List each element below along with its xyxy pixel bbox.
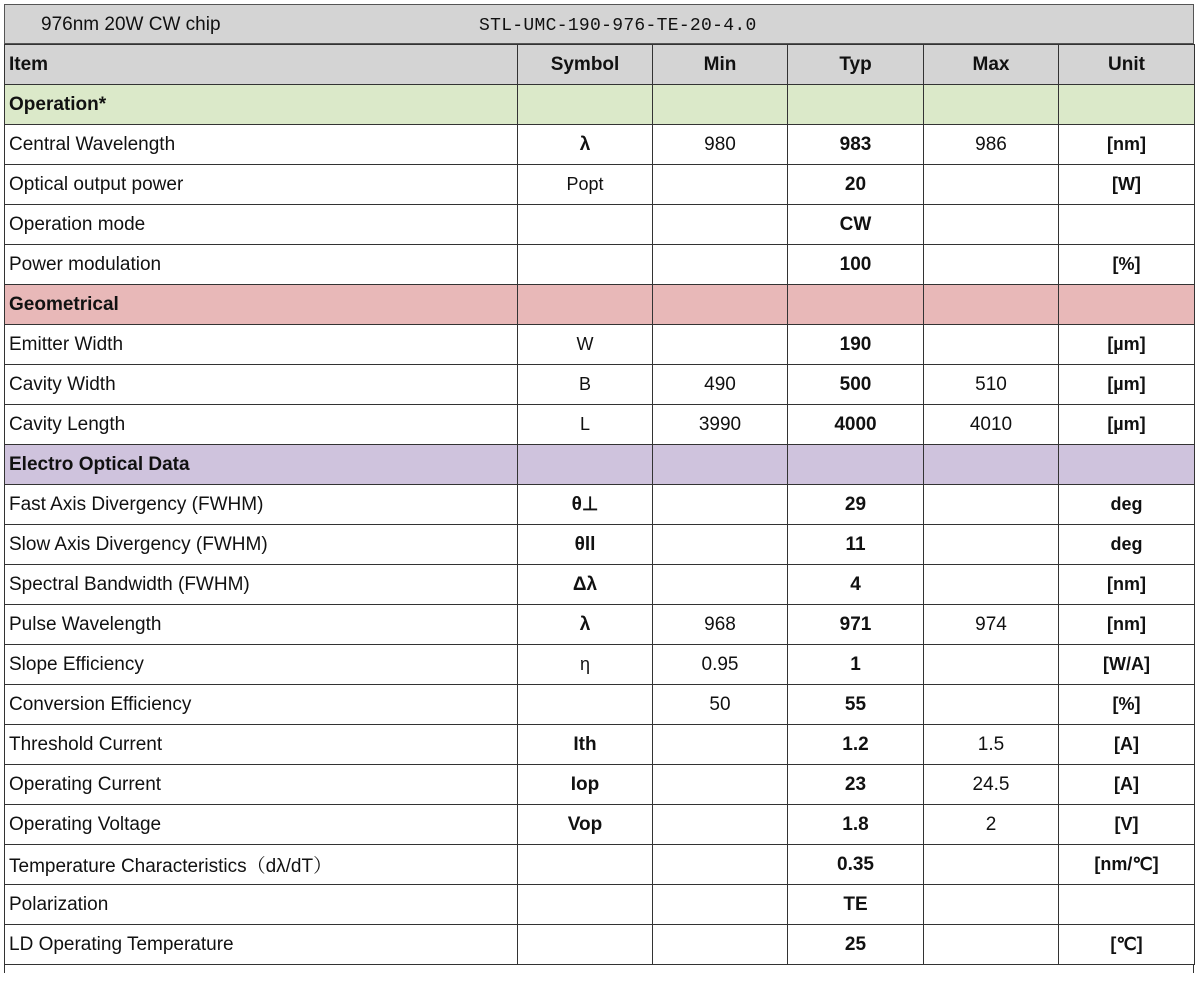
row-typ: TE <box>788 885 924 925</box>
header-unit: Unit <box>1059 45 1195 85</box>
header-row <box>5 45 1195 85</box>
row-symbol: Iop <box>518 765 653 805</box>
table-row <box>5 485 1195 525</box>
row-symbol <box>518 205 653 245</box>
row-item: Conversion Efficiency <box>5 685 518 725</box>
table-row <box>5 205 1195 245</box>
row-item: Operation mode <box>5 205 518 245</box>
row-unit: [V] <box>1059 805 1195 845</box>
row-max <box>924 885 1059 925</box>
row-max <box>924 325 1059 365</box>
row-min <box>653 725 788 765</box>
row-symbol <box>518 685 653 725</box>
section-electro-optical <box>5 445 1195 485</box>
row-symbol: Ith <box>518 725 653 765</box>
row-symbol <box>518 845 653 885</box>
header-symbol: Symbol <box>518 45 653 85</box>
row-max <box>924 845 1059 885</box>
row-typ: 25 <box>788 925 924 965</box>
row-unit: [nm] <box>1059 125 1195 165</box>
row-typ: 55 <box>788 685 924 725</box>
row-max <box>924 205 1059 245</box>
row-item: Optical output power <box>5 165 518 205</box>
row-symbol: η <box>518 645 653 685</box>
title-bar <box>4 4 1194 44</box>
row-min <box>653 485 788 525</box>
row-min: 980 <box>653 125 788 165</box>
row-max: 986 <box>924 125 1059 165</box>
row-item: Fast Axis Divergency (FWHM) <box>5 485 518 525</box>
row-min <box>653 565 788 605</box>
row-unit: [nm] <box>1059 605 1195 645</box>
row-max <box>924 525 1059 565</box>
row-symbol: W <box>518 325 653 365</box>
table-row <box>5 925 1195 965</box>
row-symbol: L <box>518 405 653 445</box>
section-operation <box>5 85 1195 125</box>
row-unit: [℃] <box>1059 925 1195 965</box>
row-typ: 4 <box>788 565 924 605</box>
row-max: 24.5 <box>924 765 1059 805</box>
row-max <box>924 165 1059 205</box>
row-min: 490 <box>653 365 788 405</box>
row-item: Operating Voltage <box>5 805 518 845</box>
row-typ: 11 <box>788 525 924 565</box>
spec-table <box>4 44 1195 965</box>
row-symbol: λ <box>518 125 653 165</box>
table-row <box>5 525 1195 565</box>
row-typ: 190 <box>788 325 924 365</box>
row-symbol: Δλ <box>518 565 653 605</box>
row-symbol: λ <box>518 605 653 645</box>
model-number: STL-UMC-190-976-TE-20-4.0 <box>479 16 757 36</box>
header-max: Max <box>924 45 1059 85</box>
table-row <box>5 765 1195 805</box>
row-typ: 1 <box>788 645 924 685</box>
section-label: Electro Optical Data <box>5 445 518 485</box>
table-row <box>5 125 1195 165</box>
row-unit: [W/A] <box>1059 645 1195 685</box>
row-item: LD Operating Temperature <box>5 925 518 965</box>
section-label: Operation* <box>5 85 518 125</box>
row-typ: 100 <box>788 245 924 285</box>
row-item: Central Wavelength <box>5 125 518 165</box>
row-typ: 971 <box>788 605 924 645</box>
row-item: Operating Current <box>5 765 518 805</box>
row-unit: [A] <box>1059 765 1195 805</box>
table-row <box>5 365 1195 405</box>
row-typ: 4000 <box>788 405 924 445</box>
row-max: 1.5 <box>924 725 1059 765</box>
row-typ: 500 <box>788 365 924 405</box>
row-unit: [µm] <box>1059 325 1195 365</box>
row-max: 2 <box>924 805 1059 845</box>
header-typ: Typ <box>788 45 924 85</box>
row-min <box>653 245 788 285</box>
row-symbol <box>518 925 653 965</box>
row-symbol: Vop <box>518 805 653 845</box>
row-item: Spectral Bandwidth (FWHM) <box>5 565 518 605</box>
row-unit: [µm] <box>1059 405 1195 445</box>
row-typ: 23 <box>788 765 924 805</box>
row-unit <box>1059 205 1195 245</box>
table-row <box>5 645 1195 685</box>
row-item: Emitter Width <box>5 325 518 365</box>
row-max: 510 <box>924 365 1059 405</box>
row-min: 3990 <box>653 405 788 445</box>
row-max <box>924 565 1059 605</box>
section-geometrical <box>5 285 1195 325</box>
row-item: Threshold Current <box>5 725 518 765</box>
row-max: 4010 <box>924 405 1059 445</box>
table-row <box>5 685 1195 725</box>
row-item: Polarization <box>5 885 518 925</box>
row-min <box>653 765 788 805</box>
row-max <box>924 685 1059 725</box>
table-row <box>5 885 1195 925</box>
row-unit: [%] <box>1059 685 1195 725</box>
row-unit: deg <box>1059 485 1195 525</box>
row-item: Cavity Width <box>5 365 518 405</box>
row-max <box>924 485 1059 525</box>
row-min <box>653 805 788 845</box>
row-typ: 0.35 <box>788 845 924 885</box>
row-unit: [%] <box>1059 245 1195 285</box>
table-row <box>5 725 1195 765</box>
header-item: Item <box>5 45 518 85</box>
row-unit: [nm] <box>1059 565 1195 605</box>
row-min <box>653 325 788 365</box>
table-row <box>5 565 1195 605</box>
table-row <box>5 605 1195 645</box>
spec-sheet <box>4 4 1194 973</box>
row-typ: 29 <box>788 485 924 525</box>
table-row <box>5 405 1195 445</box>
table-row <box>5 245 1195 285</box>
row-max <box>924 245 1059 285</box>
row-symbol: θll <box>518 525 653 565</box>
row-symbol: θ⊥ <box>518 485 653 525</box>
row-min: 0.95 <box>653 645 788 685</box>
row-item: Power modulation <box>5 245 518 285</box>
row-min <box>653 885 788 925</box>
row-typ: 1.8 <box>788 805 924 845</box>
row-item: Slope Efficiency <box>5 645 518 685</box>
row-min <box>653 925 788 965</box>
row-typ: 983 <box>788 125 924 165</box>
row-item: Temperature Characteristics（dλ/dT） <box>5 845 518 885</box>
row-symbol: Popt <box>518 165 653 205</box>
row-symbol <box>518 245 653 285</box>
row-unit: deg <box>1059 525 1195 565</box>
row-item: Cavity Length <box>5 405 518 445</box>
row-unit: [A] <box>1059 725 1195 765</box>
row-symbol: B <box>518 365 653 405</box>
row-unit: [W] <box>1059 165 1195 205</box>
row-typ: 20 <box>788 165 924 205</box>
table-row <box>5 805 1195 845</box>
table-row <box>5 845 1195 885</box>
row-max <box>924 645 1059 685</box>
row-symbol <box>518 885 653 925</box>
row-min: 968 <box>653 605 788 645</box>
chip-title: 976nm 20W CW chip <box>41 14 221 35</box>
row-min: 50 <box>653 685 788 725</box>
row-unit: [nm/℃] <box>1059 845 1195 885</box>
row-max <box>924 925 1059 965</box>
header-min: Min <box>653 45 788 85</box>
row-item: Pulse Wavelength <box>5 605 518 645</box>
row-min <box>653 525 788 565</box>
row-min <box>653 205 788 245</box>
row-unit <box>1059 885 1195 925</box>
row-min <box>653 845 788 885</box>
table-footer <box>4 965 1194 973</box>
table-row <box>5 165 1195 205</box>
row-typ: 1.2 <box>788 725 924 765</box>
row-unit: [µm] <box>1059 365 1195 405</box>
table-row <box>5 325 1195 365</box>
section-label: Geometrical <box>5 285 518 325</box>
row-max: 974 <box>924 605 1059 645</box>
row-typ: CW <box>788 205 924 245</box>
row-item: Slow Axis Divergency (FWHM) <box>5 525 518 565</box>
row-min <box>653 165 788 205</box>
